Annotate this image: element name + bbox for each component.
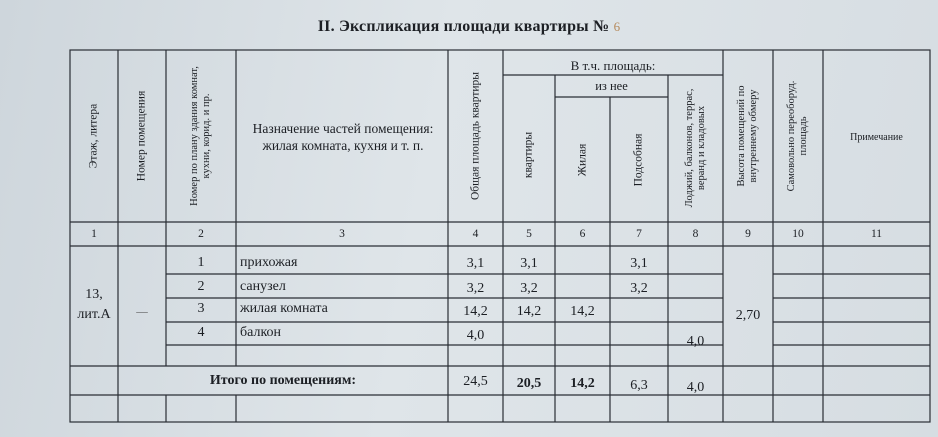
header-living-area: Жилая — [576, 143, 589, 177]
totals-living-area: 14,2 — [570, 376, 595, 391]
row-living-area: 14,2 — [570, 304, 595, 319]
row-total-area: 3,1 — [466, 256, 485, 271]
room-height-value: 2,70 — [735, 308, 761, 323]
header-unauthorized-area: Самовольно переоборуд. площадь — [786, 80, 809, 192]
header-including-area: В т.ч. площадь: — [570, 58, 656, 73]
room-number-dash: — — [136, 306, 148, 318]
row-room-name: санузел — [240, 279, 286, 294]
floor-number: 13, — [85, 287, 103, 302]
row-total-area: 3,2 — [466, 281, 485, 296]
col-number: 1 — [91, 228, 97, 240]
header-room-number: Номер помещения — [135, 90, 148, 182]
building-letter: лит.А — [77, 307, 111, 322]
header-total-area: Общая площадь квартиры — [469, 71, 482, 201]
col-number: 5 — [526, 228, 532, 240]
col-number: 8 — [692, 228, 699, 240]
col-number: 3 — [339, 228, 345, 240]
row-room-name: жилая комната — [240, 301, 328, 316]
header-purpose-line1: Назначение частей помещения: — [252, 121, 434, 136]
row-plan-number: 2 — [197, 279, 205, 294]
row-apartment-area: 3,2 — [520, 281, 538, 296]
header-balcony-area: Лоджий, балконов, террас, веранд и кладовых — [684, 88, 707, 208]
col-number: 9 — [745, 228, 751, 240]
header-plan-number: Номер по плану здания комнат, кухни, корид. и пр. — [189, 66, 212, 206]
row-room-name: балкон — [240, 325, 282, 340]
row-total-area: 14,2 — [463, 304, 488, 319]
title-text: II. Экспликация площади квартиры № — [317, 18, 610, 35]
header-of-which: из нее — [595, 79, 628, 93]
row-plan-number: 4 — [197, 325, 205, 340]
header-note: Примечание — [850, 132, 903, 143]
header-room-height: Высота помещений по внутреннему обмеру — [736, 85, 759, 187]
col-number: 4 — [472, 228, 479, 240]
totals-label: Итого по помещениям: — [209, 373, 357, 388]
floor-letter-cell — [70, 285, 118, 325]
col-number: 7 — [636, 228, 642, 240]
row-plan-number: 1 — [197, 255, 205, 270]
row-apartment-area: 3,1 — [520, 256, 538, 271]
apartment-number-mark: 6 — [613, 19, 621, 34]
col-number: 11 — [870, 228, 883, 240]
header-floor-letter: Этаж, литера — [87, 103, 100, 169]
row-auxiliary-area: 3,1 — [630, 256, 648, 271]
row-plan-number: 3 — [197, 301, 205, 316]
row-room-name: прихожая — [240, 255, 298, 270]
totals-total-area: 24,5 — [463, 374, 488, 389]
totals-auxiliary-area: 6,3 — [630, 378, 648, 393]
header-auxiliary-area: Подсобная — [632, 133, 645, 187]
row-apartment-area: 14,2 — [516, 304, 542, 319]
header-apartment-area: квартиры — [522, 131, 535, 179]
col-number: 10 — [792, 228, 804, 240]
col-number: 2 — [198, 228, 204, 240]
totals-balcony-area: 4,0 — [686, 380, 705, 395]
header-purpose — [240, 120, 446, 154]
row-auxiliary-area: 3,2 — [630, 281, 648, 296]
totals-apartment-area: 20,5 — [516, 376, 542, 391]
col-number: 6 — [579, 228, 586, 240]
row-balcony-area: 4,0 — [686, 334, 705, 349]
header-purpose-line2: жилая комната, кухня и т. п. — [262, 138, 424, 153]
row-total-area: 4,0 — [466, 328, 485, 343]
